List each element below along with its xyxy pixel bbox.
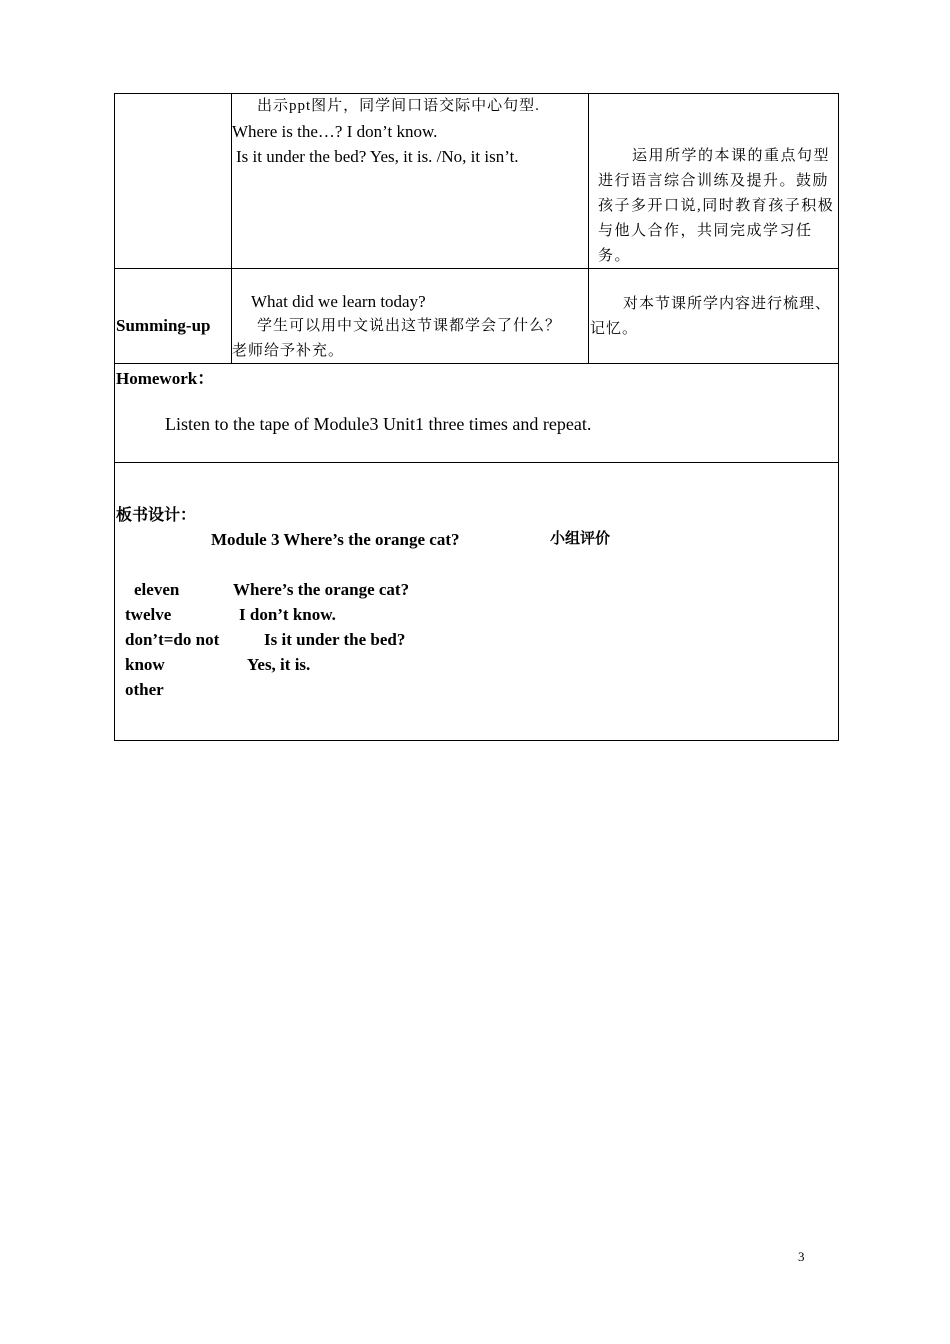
board-sentence: Yes, it is. bbox=[247, 655, 311, 674]
group-evaluation: 小组评价 bbox=[550, 531, 611, 547]
board-word: twelve bbox=[125, 605, 172, 624]
summing-detail-1: 学生可以用中文说出这节课都学会了什么？ bbox=[257, 318, 562, 334]
activity-purpose: 运用所学的本课的重点句型进行语言综合训练及提升。鼓励孩子多开口说,同时教育孩子积极与他人合作，共同完成学习任务。 bbox=[598, 148, 835, 264]
board-sentence: I don’t know. bbox=[239, 605, 336, 624]
board-word: don’t=do not bbox=[125, 630, 220, 649]
summing-detail-2: 老师给予补充。 bbox=[232, 343, 345, 359]
homework-text: Listen to the tape of Module3 Unit1 three times and repeat. bbox=[165, 414, 592, 434]
board-word: eleven bbox=[134, 580, 180, 599]
board-sentence: Is it under the bed? bbox=[264, 630, 406, 649]
board-title: Module 3 Where’s the orange cat? bbox=[211, 530, 460, 549]
board-word: know bbox=[125, 655, 165, 674]
summing-purpose-2: 记忆。 bbox=[590, 321, 639, 337]
homework-heading: Homework： bbox=[116, 369, 215, 388]
page-number: 3 bbox=[798, 1249, 805, 1264]
board-word: other bbox=[125, 680, 164, 699]
summing-purpose-1: 对本节课所学内容进行梳理、 bbox=[623, 296, 832, 312]
activity-line-3: Is it under the bed? Yes, it is. /No, it isn’t. bbox=[236, 147, 519, 166]
board-heading: 板书设计： bbox=[116, 507, 197, 524]
activity-line-1: 出示ppt图片，同学间口语交际中心句型. bbox=[257, 98, 540, 114]
summing-question: What did we learn today? bbox=[251, 292, 426, 311]
activity-line-2: Where is the…? I don’t know. bbox=[232, 122, 438, 141]
summing-up-label: Summing-up bbox=[116, 316, 211, 335]
board-sentence: Where’s the orange cat? bbox=[233, 580, 410, 599]
